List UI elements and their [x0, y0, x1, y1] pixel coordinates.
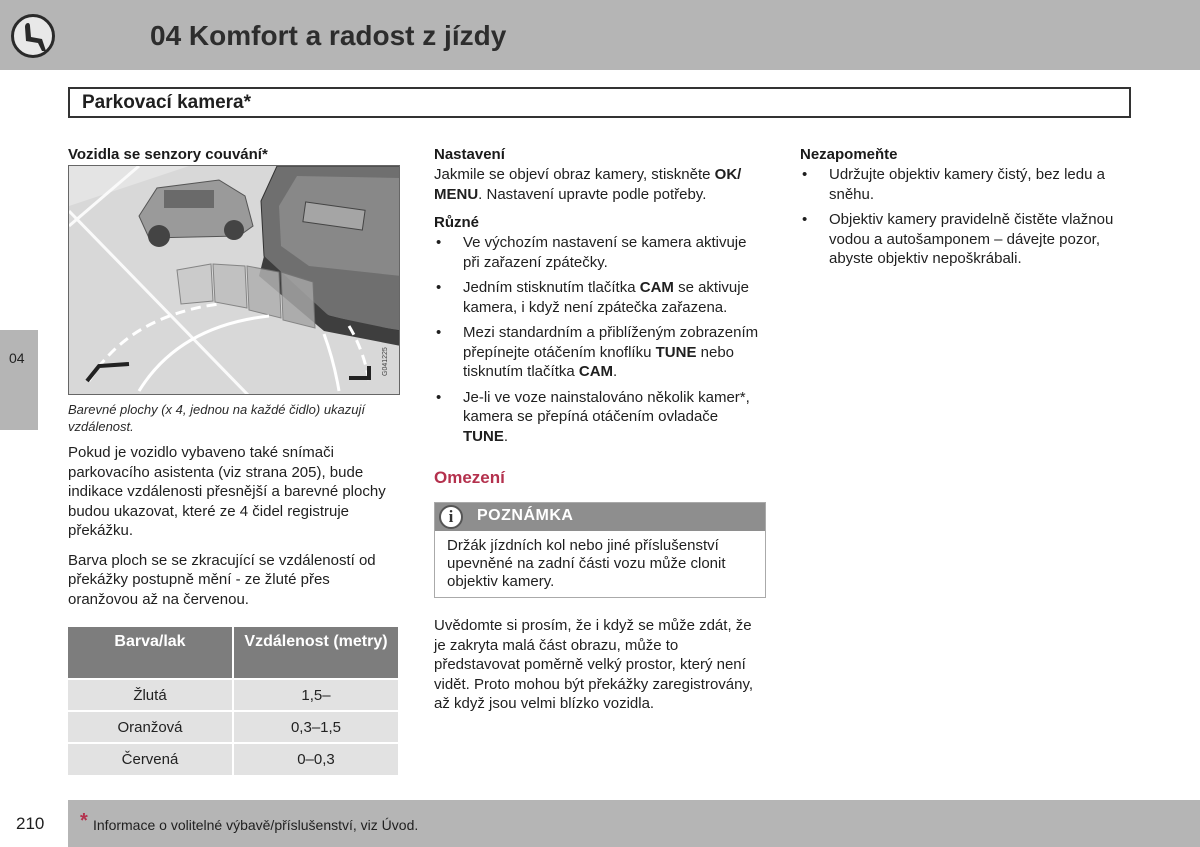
table-row — [68, 743, 398, 775]
footnote-star: * — [80, 810, 88, 832]
misc-bullet-list — [434, 233, 766, 446]
header-band — [68, 0, 1200, 70]
note-box — [434, 502, 766, 598]
list-item-text: . — [613, 363, 618, 380]
table-header-color: Barva/lak — [68, 627, 233, 679]
seat-icon — [11, 14, 55, 58]
key-cam: CAM — [578, 363, 614, 380]
bullet-icon: • — [436, 324, 442, 341]
header-icon-box — [0, 0, 68, 70]
list-item-text: . — [503, 427, 509, 445]
bullet-icon: • — [436, 388, 442, 406]
list-item-text: nebo tisknutím tlačítka — [463, 343, 735, 380]
list-item-text: Ve výchozím nastavení se kamera aktivuje při zařazení zpátečky. — [463, 234, 747, 271]
paragraph-colors: Barva ploch se se zkracující se vzdáleností od překážky postupně mění - ze žluté přes oranžovou až na červenou. — [68, 551, 376, 608]
paragraph-closing: Uvědomte si prosím, že i když se může zdát, že je zakryta malá část obrazu, může to představovat poměrně velký prostor, který není vidět. Proto mohou být překážky zaregistrovány, až když jsou velmi blízko vozidla. — [434, 617, 754, 712]
key-tune: TUNE — [655, 343, 697, 361]
heading-remember: Nezapomeňte — [800, 146, 898, 163]
section-title: Parkovací kamera* — [82, 92, 252, 113]
bullet-icon: • — [802, 166, 808, 183]
note-title: POZNÁMKA — [477, 507, 574, 524]
table-cell-color: Žlutá — [68, 679, 233, 711]
table-cell-color: Červená — [68, 743, 233, 775]
table-row — [68, 679, 398, 711]
key-cam: CAM — [639, 279, 674, 296]
camera-view-image — [69, 166, 400, 395]
heading-limitations: Omezení — [434, 468, 505, 487]
camera-illustration — [68, 165, 400, 395]
note-body: Držák jízdních kol nebo jiné příslušenství upevněné na zadní části vozu může clonit objektiv kamery. — [447, 537, 726, 590]
footnote-text: Informace o volitelné výbavě/příslušenství, viz Úvod. — [93, 817, 419, 833]
heading-settings: Nastavení — [434, 146, 505, 163]
figure-code: G041225 — [382, 347, 389, 376]
list-item — [434, 278, 766, 317]
table-cell-distance: 0–0,3 — [233, 743, 398, 775]
list-item-text: Mezi standardním a přiblíženým zobrazením přepínejte otáčením knoflíku — [463, 324, 759, 361]
remember-bullet-list — [800, 165, 1140, 269]
chapter-side-tab — [0, 330, 38, 430]
bullet-icon: • — [436, 279, 442, 296]
heading-misc: Různé — [434, 214, 479, 231]
list-item — [434, 323, 766, 382]
list-item — [800, 210, 1140, 269]
chapter-side-tab-label: 04 — [9, 350, 25, 366]
list-item — [434, 233, 766, 272]
info-icon: i — [439, 505, 463, 529]
table-row — [68, 711, 398, 743]
heading-parking-sensors: Vozidla se senzory couvání* — [68, 146, 268, 163]
table-header-distance: Vzdálenost (metry) — [233, 627, 398, 679]
column-right — [800, 146, 1140, 275]
list-item-text: Je-li ve voze nainstalováno několik kamer*, kamera se přepíná otáčením ovladače — [463, 388, 750, 425]
table-cell-distance: 0,3–1,5 — [233, 711, 398, 743]
chapter-title: 04 Komfort a radost z jízdy — [150, 20, 507, 51]
list-item-text: Jedním stisknutím tlačítka — [463, 279, 640, 296]
settings-text — [434, 165, 766, 204]
parked-suv-left — [139, 180, 253, 247]
settings-text-part: Jakmile se objeví obraz kamery, stiskněte — [434, 166, 715, 183]
figure-caption: Barevné plochy (x 4, jednou na každé čidlo) ukazují vzdálenost. — [68, 402, 366, 434]
color-distance-table — [68, 627, 398, 775]
footer-band — [68, 800, 1200, 847]
settings-key-ok-menu: OK/ MENU — [434, 166, 742, 203]
table-cell-color: Oranžová — [68, 711, 233, 743]
table-cell-distance: 1,5– — [233, 679, 398, 711]
paragraph-assistant: Pokud je vozidlo vybaveno také snímači parkovacího asistenta (viz strana 205), bude indikace vzdálenosti přesnější a barevné plochy budou ukazovat, které ze 4 čidel registruje překážku. — [68, 444, 386, 539]
bullet-icon: • — [436, 234, 442, 251]
column-left — [68, 146, 400, 775]
key-tune: TUNE — [463, 427, 504, 445]
note-header — [435, 503, 765, 531]
list-item — [800, 165, 1140, 204]
bullet-icon: • — [802, 211, 808, 228]
list-item — [434, 388, 766, 447]
list-item-text: Objektiv kamery pravidelně čistěte vlažnou vodou a autošamponem – dávejte pozor, abyste objektiv nepoškrábali. — [829, 211, 1114, 267]
section-title-box — [68, 87, 1131, 118]
page-number: 210 — [16, 814, 45, 833]
list-item-text: se aktivuje kamera, i když není zpátečka zařazena. — [463, 279, 749, 316]
list-item-text: Udržujte objektiv kamery čistý, bez ledu a sněhu. — [829, 166, 1105, 203]
column-middle — [434, 146, 766, 714]
settings-text-part: . Nastavení upravte podle potřeby. — [478, 185, 707, 203]
